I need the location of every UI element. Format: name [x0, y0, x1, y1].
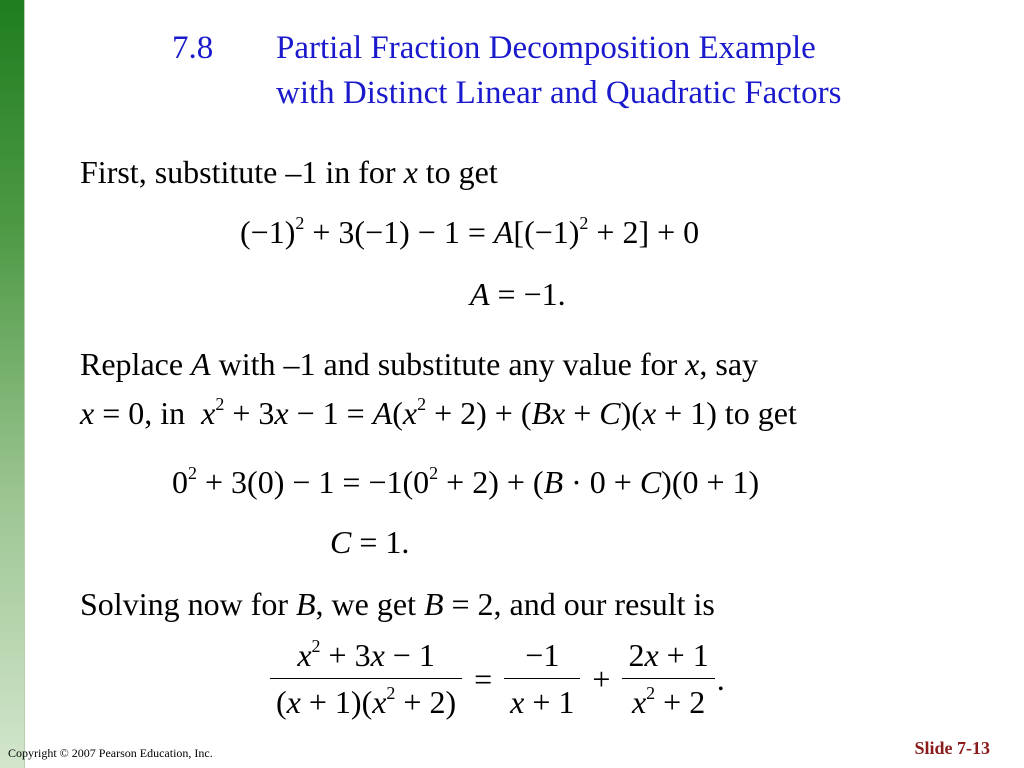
sidebar-divider — [24, 0, 25, 768]
step2-text-b: with –1 and substitute any value for — [210, 346, 686, 382]
copyright-notice: Copyright © 2007 Pearson Education, Inc. — [8, 746, 213, 760]
step3-text-a: Solving now for — [80, 586, 296, 622]
step3-var-b: B — [296, 586, 316, 622]
lhs-denominator: $(x + 1)(x^2 + 2)$ — [276, 683, 457, 720]
final-decomposition — [270, 636, 737, 721]
lhs-numerator: $x^2 + 3x - 1$ — [270, 636, 462, 679]
plus-sign: + — [592, 660, 611, 697]
section-number: 7.8 — [172, 30, 214, 66]
step1-text — [80, 152, 498, 192]
equation-substitute-minus-one: $(-1)^2 + 3(-1) - 1 = A[(-1)^2 + 2] + 0$ — [240, 213, 700, 250]
step3-text-b: , we get — [315, 586, 424, 622]
term1-numerator: −1 — [504, 636, 580, 679]
equation-substitute-zero: $0^2 + 3(0) - 1 = -1(0^2 + 2) + (B \cdot 0 + C)(0 + 1)$ — [172, 463, 760, 500]
term1-fraction — [504, 636, 580, 721]
step2-var-a: A — [191, 346, 211, 382]
step2-text-c: , say — [699, 346, 759, 382]
title-line-2: with Distinct Linear and Quadratic Factors — [276, 75, 842, 111]
step2-line-2: x = 0, in $x^2 + 3x - 1 = A(x^2 + 2) + (Bx + C)(x + 1)$ to get — [80, 394, 797, 431]
step3-text-c: , and our result is — [493, 586, 715, 622]
term1-denominator: x + 1 — [510, 684, 575, 720]
slide-number: Slide 7-13 — [914, 738, 990, 758]
lhs-fraction — [270, 636, 462, 721]
term2-fraction — [622, 636, 714, 721]
sidebar-gradient-bar — [0, 0, 24, 768]
title-line-1: Partial Fraction Decomposition Example — [276, 30, 816, 66]
step1-variable: x — [403, 154, 418, 190]
term2-numerator: 2x + 1 — [622, 636, 714, 679]
step2-line-1 — [80, 344, 758, 384]
step2-var-x: x — [685, 346, 700, 382]
equation-a-value: A = −1. — [470, 276, 566, 312]
equals-sign: = — [474, 660, 493, 697]
equation-c-value: C = 1. — [330, 524, 410, 560]
step1-text-after: to get — [417, 154, 498, 190]
step2-text-a: Replace — [80, 346, 192, 382]
step3-text: Solving now for B, we get B = 2, and our result is — [80, 586, 715, 622]
term2-denominator: $x^2 + 2$ — [631, 683, 706, 720]
step1-text-before: First, substitute –1 in for — [80, 154, 404, 190]
slide-title — [172, 26, 841, 116]
step2-text-to-get: to get — [716, 395, 797, 431]
period: . — [716, 660, 725, 697]
